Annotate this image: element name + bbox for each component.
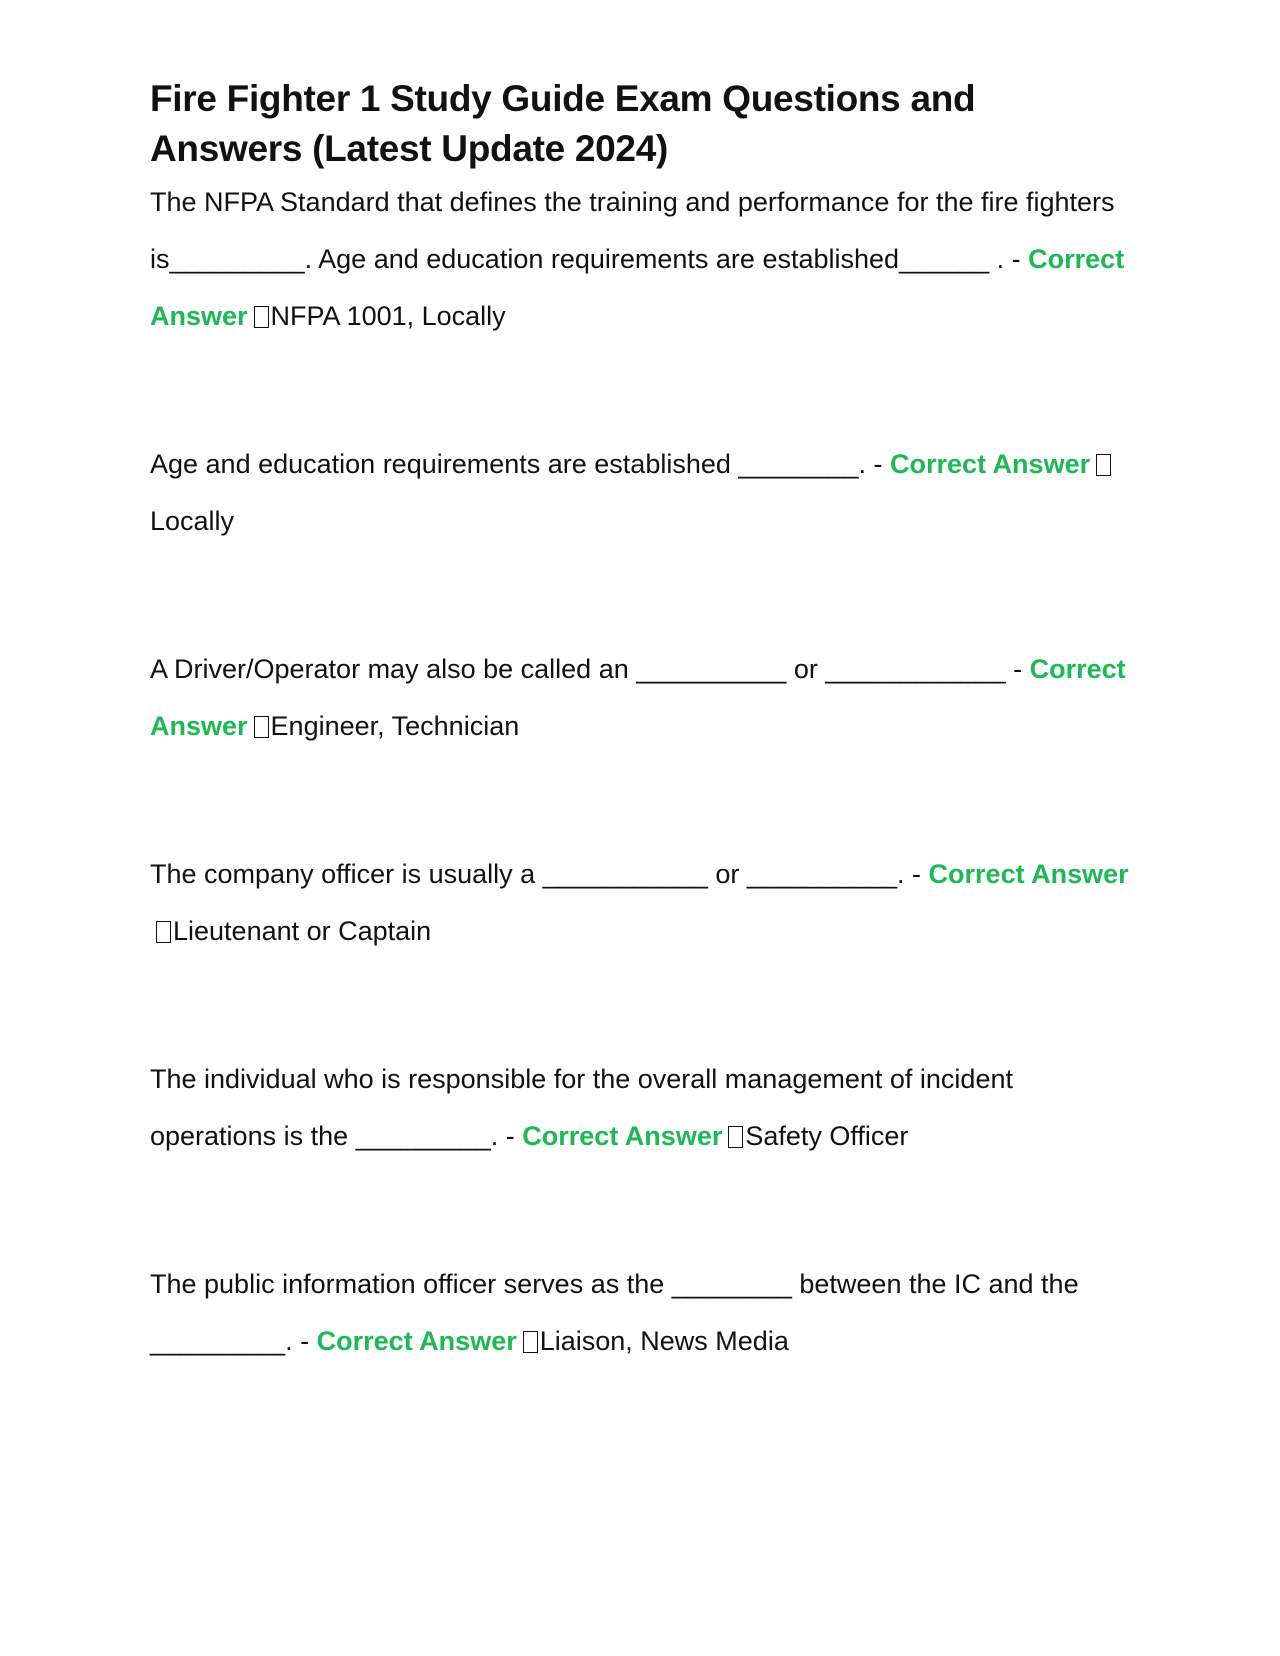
qa-item — [150, 641, 1130, 755]
checkbox-glyph-icon — [156, 921, 171, 943]
correct-answer-label: Correct Answer — [150, 654, 1126, 741]
question-text: The company officer is usually a ___________ or __________. - — [150, 859, 922, 889]
answer-text: Engineer, Technician — [270, 711, 520, 741]
checkbox-glyph-icon — [1096, 454, 1111, 476]
question-text: A Driver/Operator may also be called an __________ or ____________ - — [150, 654, 1023, 684]
correct-answer-label: Correct Answer — [928, 859, 1129, 889]
correct-answer-label: Correct Answer — [150, 244, 1125, 331]
qa-item — [150, 846, 1130, 960]
checkbox-glyph-icon — [254, 306, 269, 328]
answer-text: Locally — [150, 506, 235, 536]
answer-text: Liaison, News Media — [539, 1326, 789, 1356]
question-text: The public information officer serves as the ________ between the IC and the _________. - — [150, 1269, 1079, 1356]
checkbox-glyph-icon — [254, 716, 269, 738]
question-text: Age and education requirements are established ________. - — [150, 449, 883, 479]
qa-item — [150, 174, 1130, 345]
qa-item — [150, 436, 1130, 550]
answer-text: Lieutenant or Captain — [173, 916, 432, 946]
qa-item — [150, 1256, 1130, 1370]
answer-text: NFPA 1001, Locally — [270, 301, 506, 331]
correct-answer-label: Correct Answer — [316, 1326, 517, 1356]
document-page — [150, 74, 1130, 1370]
document-title: Fire Fighter 1 Study Guide Exam Questions and Answers (Latest Update 2024) — [150, 78, 976, 169]
checkbox-glyph-icon — [728, 1126, 743, 1148]
qa-item — [150, 1051, 1130, 1165]
correct-answer-label: Correct Answer — [890, 449, 1091, 479]
correct-answer-label: Correct Answer — [522, 1121, 723, 1151]
question-text: The NFPA Standard that defines the training and performance for the fire fighters is_________. Age and education requirements are established______ . - — [150, 187, 1115, 274]
question-text: The individual who is responsible for the overall management of incident operations is the _________. - — [150, 1064, 1013, 1151]
checkbox-glyph-icon — [523, 1331, 538, 1353]
answer-text: Safety Officer — [745, 1121, 909, 1151]
